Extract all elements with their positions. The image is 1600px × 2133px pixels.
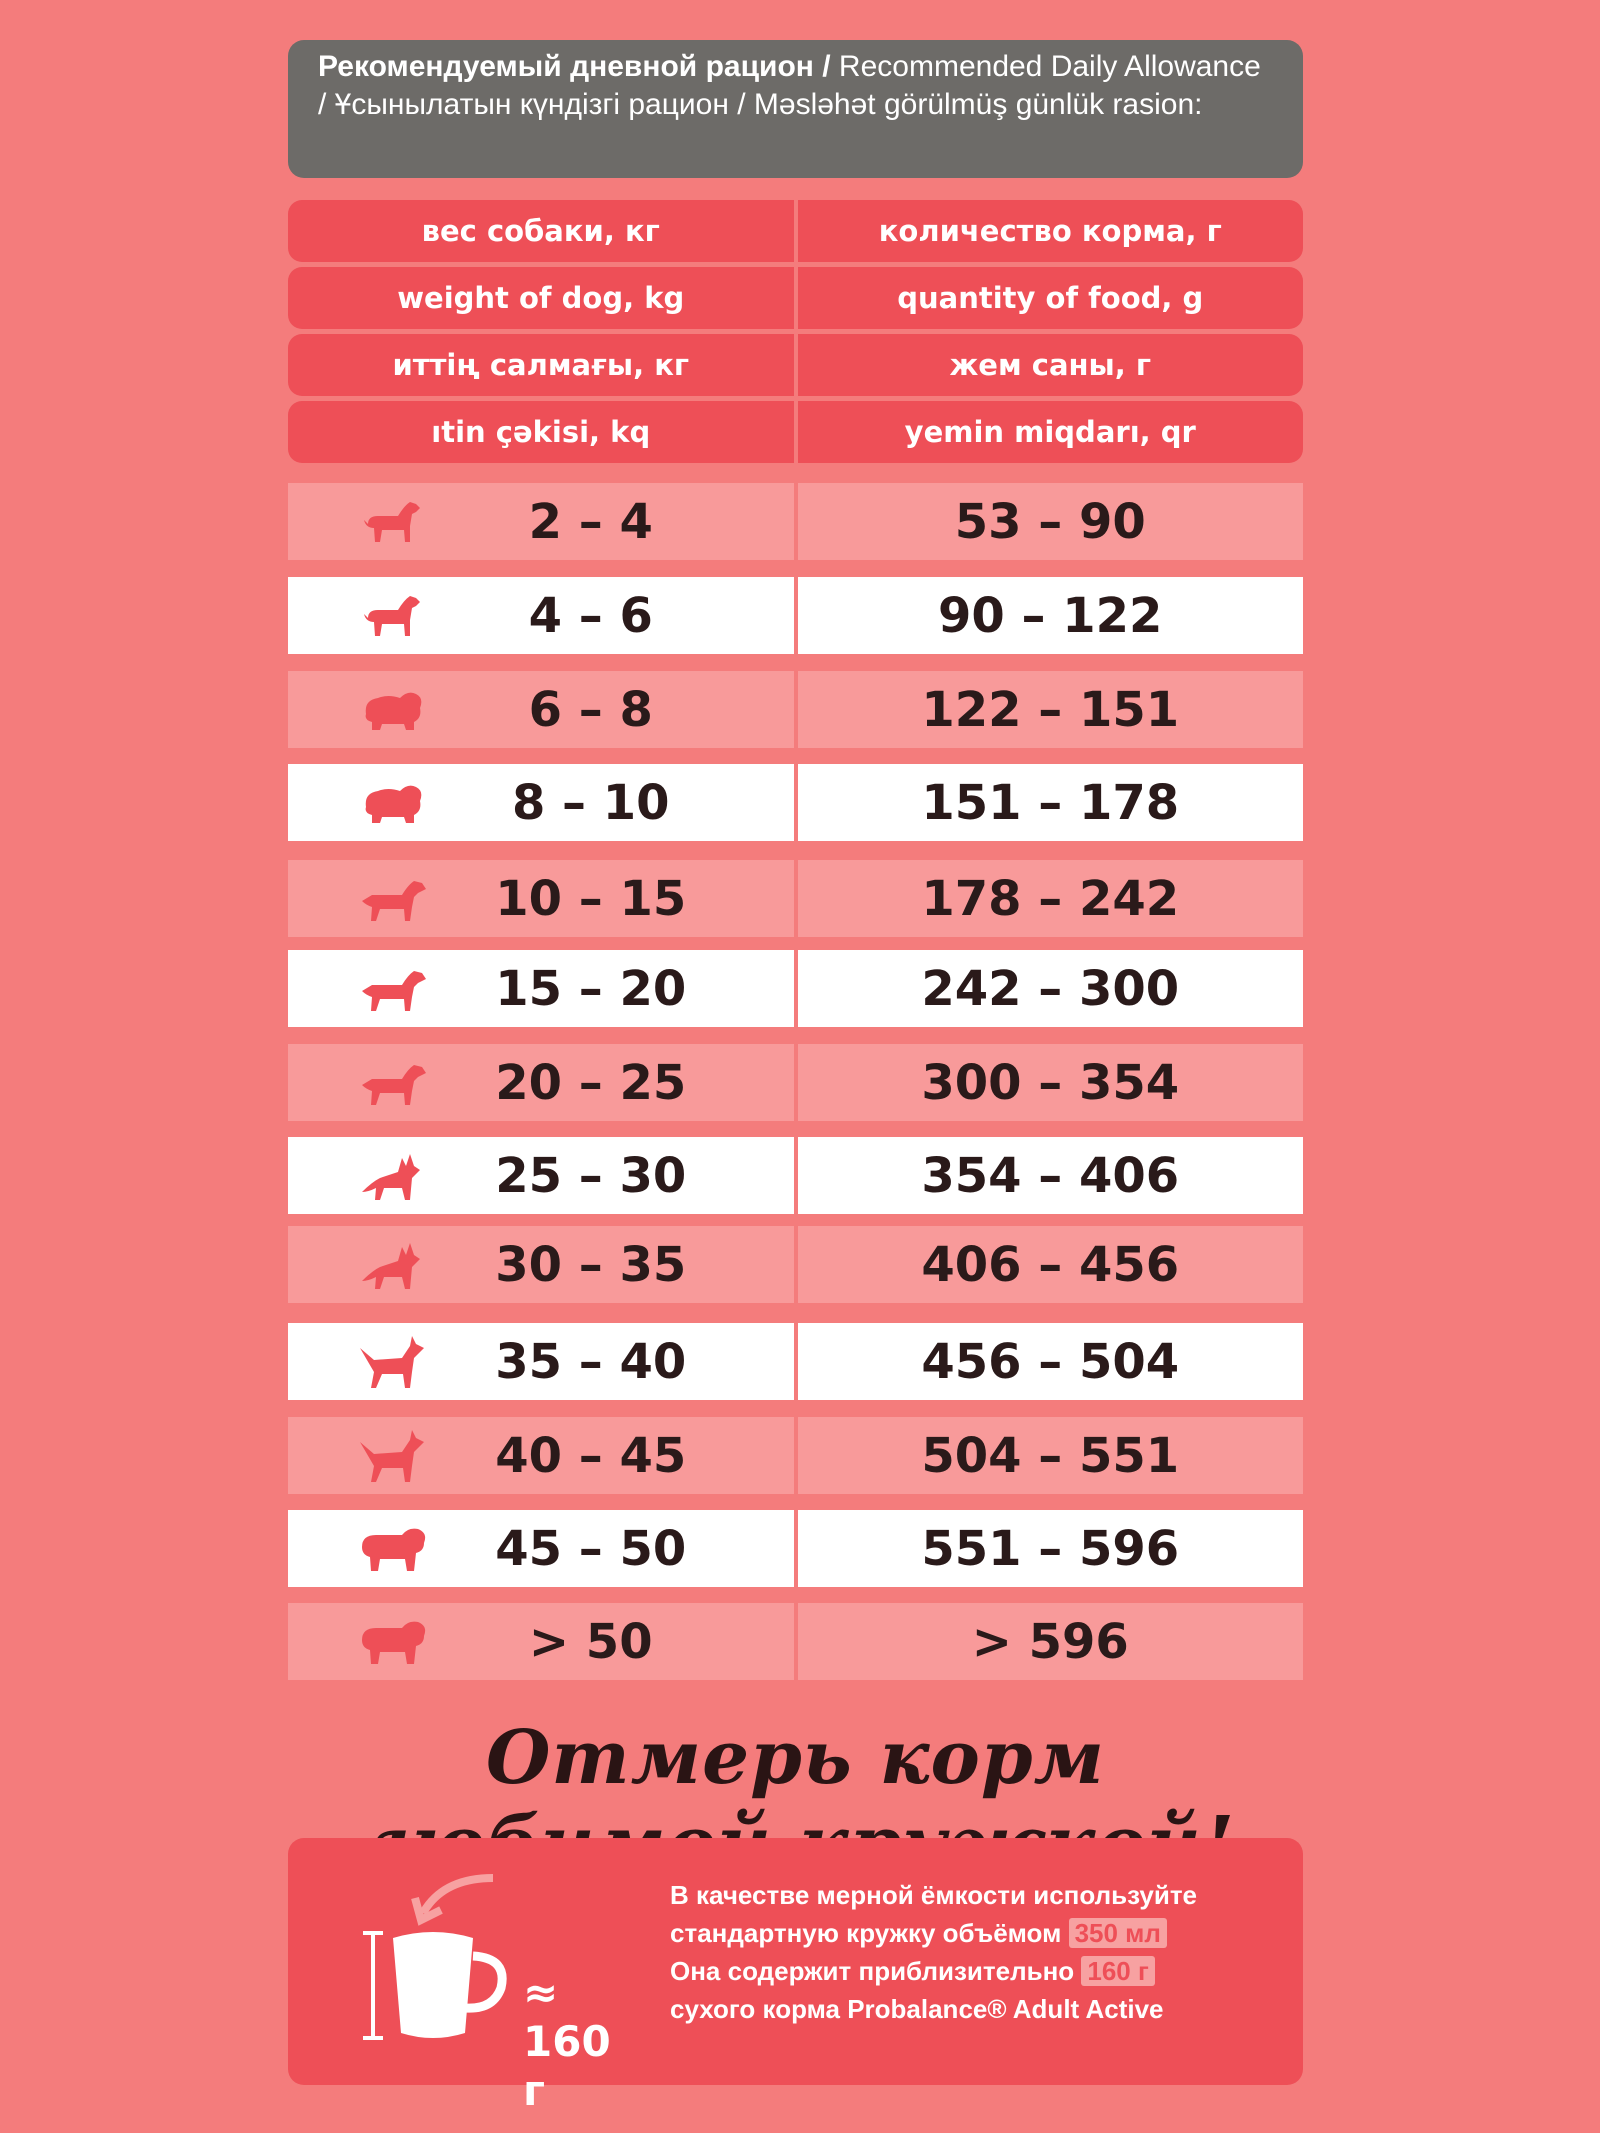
- table-row: [288, 1323, 1303, 1400]
- food-amount-cell: 242 – 300: [798, 950, 1304, 1027]
- weight-value: 10 – 15: [495, 870, 687, 927]
- weight-cell: [288, 577, 794, 654]
- weight-value: 45 – 50: [495, 1520, 687, 1577]
- header-food-en: quantity of food, g: [798, 267, 1304, 329]
- header-weight-kz: иттің салмағы, кг: [288, 334, 794, 396]
- title-rest: Recommended Daily Allowance / Ұсынылатын күндізгі рацион / Məsləhət görülmüş günlük rasion:: [318, 50, 1261, 121]
- food-amount-cell: 178 – 242: [798, 860, 1304, 937]
- weight-value: > 50: [528, 1613, 653, 1670]
- weight-value: 15 – 20: [495, 960, 687, 1017]
- weight-cell: [288, 1137, 794, 1214]
- cup-illustration: [333, 1858, 611, 2115]
- header-food-ru: количество корма, г: [798, 200, 1304, 262]
- weight-cell: [288, 1044, 794, 1121]
- food-amount-cell: 90 – 122: [798, 577, 1304, 654]
- food-amount-cell: 406 – 456: [798, 1226, 1304, 1303]
- food-amount-cell: 53 – 90: [798, 483, 1304, 560]
- header-row-ru: [288, 200, 1303, 262]
- weight-cell: [288, 950, 794, 1027]
- weight-cell: [288, 1603, 794, 1680]
- weight-value: 2 – 4: [528, 493, 653, 550]
- header-weight-en: weight of dog, kg: [288, 267, 794, 329]
- header-row-az: [288, 401, 1303, 463]
- food-amount-cell: 551 – 596: [798, 1510, 1304, 1587]
- table-row: [288, 1603, 1303, 1680]
- table-row: [288, 1417, 1303, 1494]
- slogan: Отмерь корм: [485, 1715, 1106, 1801]
- info-line-3: [670, 1952, 1290, 1990]
- weight-cell: [288, 671, 794, 748]
- header-row-kz: [288, 334, 1303, 396]
- weight-cell: [288, 1323, 794, 1400]
- weight-cell: [288, 1226, 794, 1303]
- weight-value: 6 – 8: [528, 681, 653, 738]
- table-row: [288, 1044, 1303, 1121]
- table-row: [288, 1510, 1303, 1587]
- weight-value: 30 – 35: [495, 1236, 687, 1293]
- cup-value: ≈ 160 г: [523, 1968, 611, 2115]
- food-amount-cell: 354 – 406: [798, 1137, 1304, 1214]
- weight-value: 35 – 40: [495, 1333, 687, 1390]
- weight-value: 8 – 10: [511, 774, 670, 831]
- weight-value: 40 – 45: [495, 1427, 687, 1484]
- volume-highlight: 350 мл: [1069, 1918, 1167, 1948]
- measuring-cup-info: [288, 1838, 1303, 2115]
- weight-cell: [288, 1510, 794, 1587]
- weight-value: 20 – 25: [495, 1054, 687, 1111]
- table-row: [288, 764, 1303, 841]
- table-row: [288, 1137, 1303, 1214]
- table-row: [288, 950, 1303, 1027]
- table-row: [288, 671, 1303, 748]
- table-row: [288, 860, 1303, 937]
- table-row: [288, 483, 1303, 560]
- header-row-en: [288, 267, 1303, 329]
- info-line-2-text: стандартную кружку объёмом: [670, 1918, 1062, 1948]
- weight-cell: [288, 483, 794, 560]
- info-line-4: сухого корма Probalance® Adult Active: [670, 1994, 1164, 2024]
- info-line-1: В качестве мерной ёмкости используйте: [670, 1880, 1198, 1910]
- weight-cell: [288, 764, 794, 841]
- food-amount-cell: 300 – 354: [798, 1044, 1304, 1121]
- header-food-az: yemin miqdarı, qr: [798, 401, 1304, 463]
- food-amount-cell: 151 – 178: [798, 764, 1304, 841]
- weight-cell: [288, 1417, 794, 1494]
- amount-highlight: 160 г: [1081, 1956, 1154, 1986]
- weight-value: 25 – 30: [495, 1147, 687, 1204]
- weight-cell: [288, 860, 794, 937]
- food-amount-cell: > 596: [798, 1603, 1304, 1680]
- table-row: [288, 577, 1303, 654]
- header-weight-ru: вес собаки, кг: [288, 200, 794, 262]
- header-food-kz: жем саны, г: [798, 334, 1304, 396]
- weight-value: 4 – 6: [528, 587, 653, 644]
- food-amount-cell: 456 – 504: [798, 1323, 1304, 1400]
- food-amount-cell: 504 – 551: [798, 1417, 1304, 1494]
- cup-instructions: [670, 1876, 1290, 2028]
- info-line-3-text: Она содержит приблизительно: [670, 1956, 1075, 1986]
- info-line-2: [670, 1914, 1290, 1952]
- title-bold: Рекомендуемый дневной рацион /: [318, 50, 831, 83]
- daily-allowance-title: [288, 40, 1303, 178]
- header-weight-az: ıtin çəkisi, kq: [288, 401, 794, 463]
- food-amount-cell: 122 – 151: [798, 671, 1304, 748]
- table-row: [288, 1226, 1303, 1303]
